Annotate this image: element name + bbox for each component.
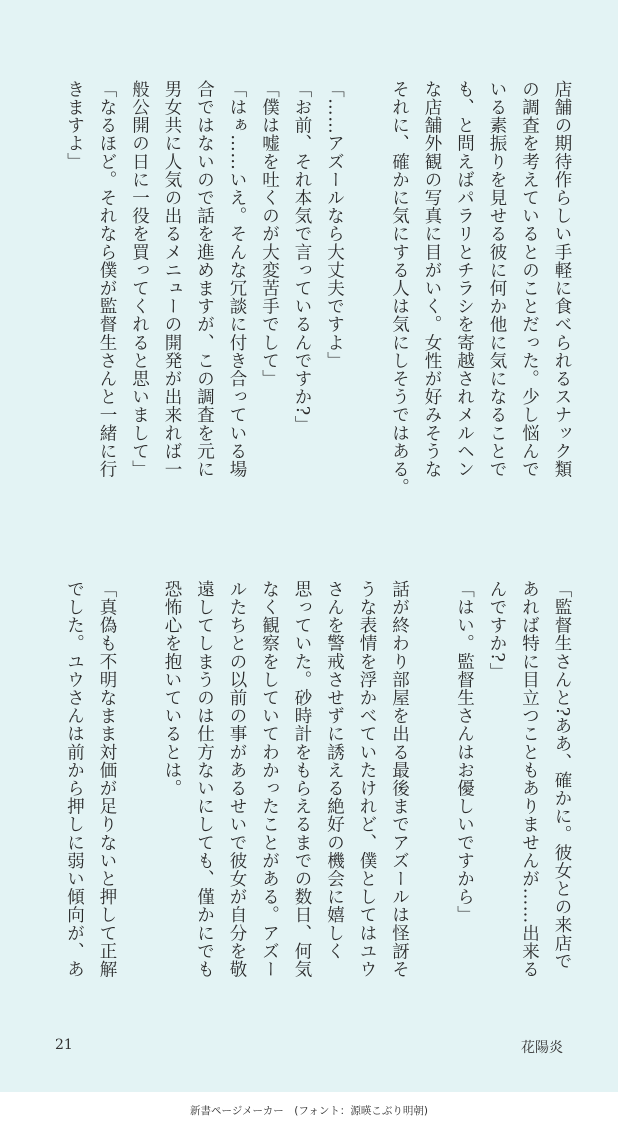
author-name: 花陽炎: [521, 1040, 563, 1056]
text-block-bottom: 「監督生さんと?ああ、確かに。彼女との来店で あれば特に目立つこともありませんが……出来る んですか?」 「はい。監督生さんはお優しいですから」 話が終わり部屋を出る最後までアズールは怪訝そ うな表情を浮かべていたけれど、僕としてはユウ さんを警戒させずに誘える絶好の機会に嬉しく 思っていた。砂時計をもらえるまでの数日、何気 なく観察をしていてわかったことがある。アズー ルたちとの以前の事があるせいで彼女が自分を敬 遠してしまうのは仕方ないにしても、僅かにでも 恐怖心を抱いているとは。 「真偽も不明なまま対価が足りないと押して正解 でした。ユウさんは前から押しに弱い傾向が、あ: [64, 580, 572, 979]
text-block-top: 店舗の期待作らしい手軽に食べられるスナック類 の調査を考えているとのことだった。少し悩んで いる素振りを見せる彼に何か他に気になることで も、と問えばパラリとチラシを寄越されメルヘン な店舗外観の写真に目がいく。女性が好みそうな それに、確かに気にする人は気にしそうではある。 「……アズールなら大丈夫ですよ」 「お前、それ本気で言っているんですか?」 「僕は嘘を吐くのが大変苦手でして」 「はぁ……いえ。そんな冗談に付き合っている場 合ではないので話を進めますが、この調査を元に 男女共に人気の出るメニューの開発が出来れば一 般公開の日に一役を買ってくれると思いまして」 「なるほど。それなら僕が監督生さんと一緒に行 きますよ」: [64, 80, 572, 497]
generator-caption: 新書ページメーカー (フォント：源暎こぶり明朝): [190, 1105, 428, 1117]
page-number: 21: [55, 1037, 73, 1053]
